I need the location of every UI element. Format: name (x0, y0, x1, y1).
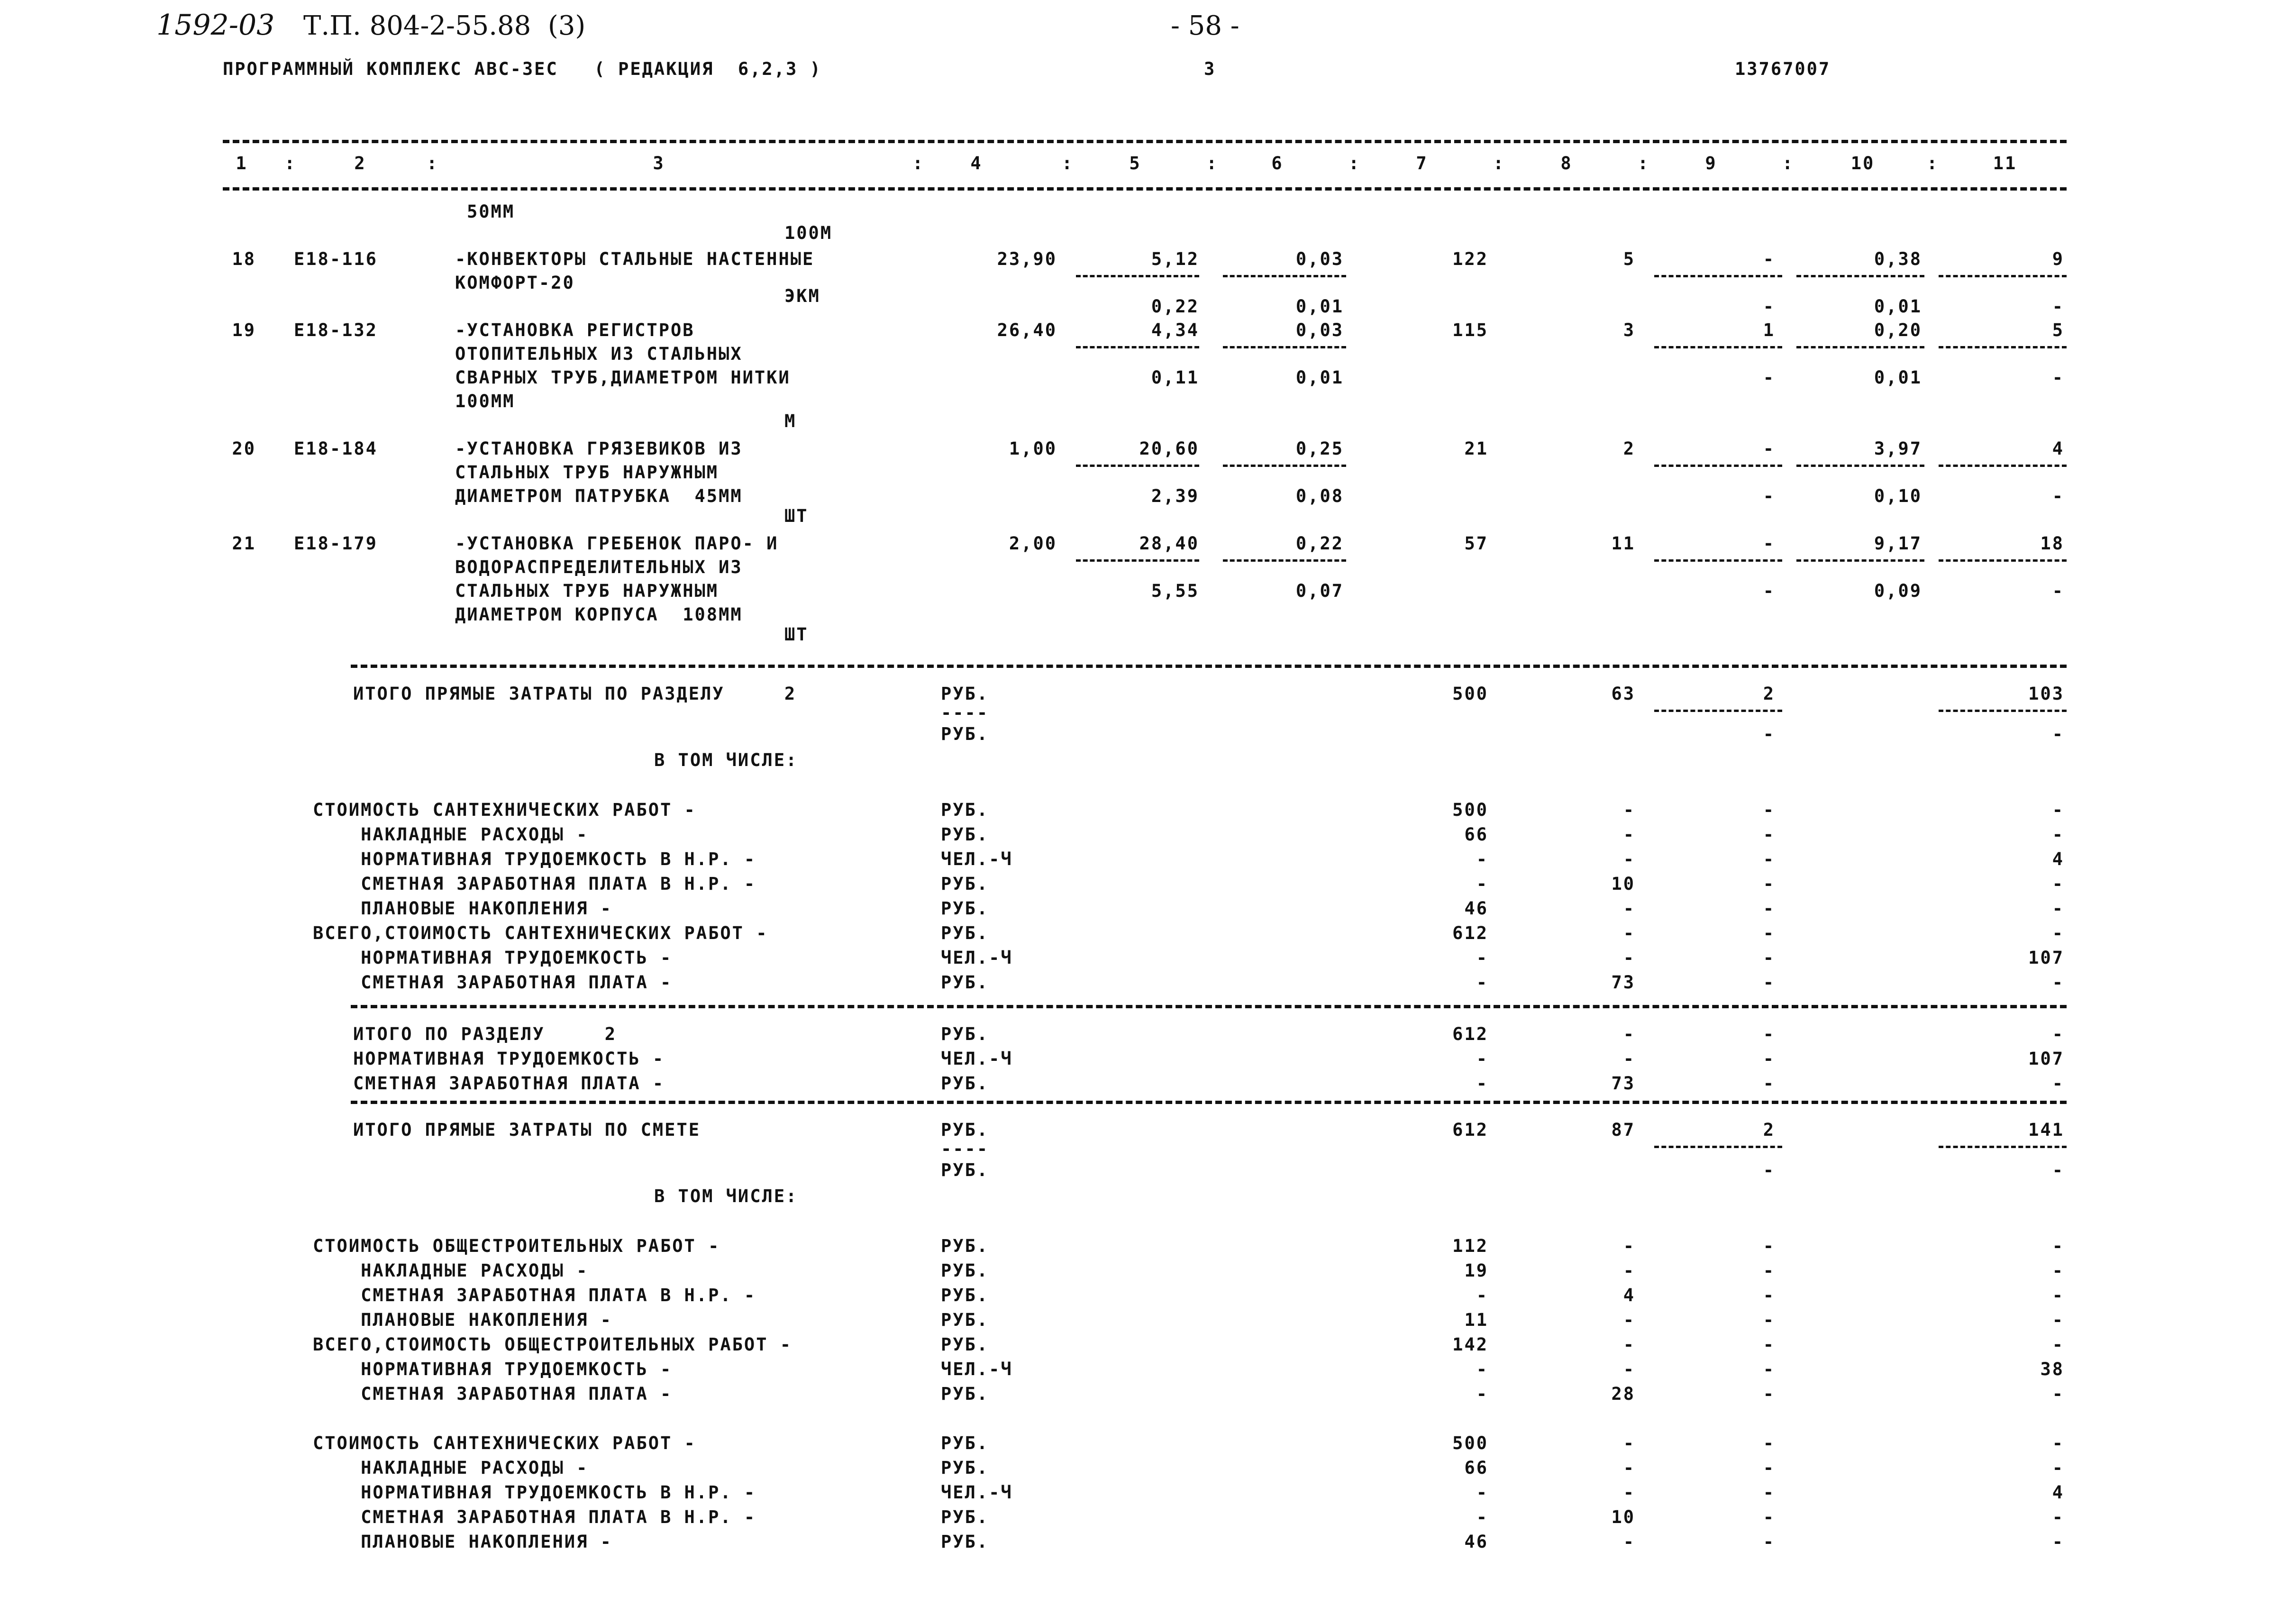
summary-unit: РУБ. (941, 1073, 989, 1094)
summary-label: НОРМАТИВНАЯ ТРУДОЕМКОСТЬ В Н.Р. - (313, 849, 756, 869)
column-separator: : (1782, 153, 1795, 173)
col10-value: 0,20 (1874, 320, 1922, 340)
col10-sub-value: 0,01 (1874, 367, 1922, 388)
summary-col11: - (2052, 874, 2064, 894)
totals-col9: 2 (1763, 1120, 1775, 1140)
summary-col8: - (1623, 800, 1635, 820)
summary-col8: - (1623, 1236, 1635, 1256)
totals-col11: - (2052, 724, 2064, 744)
summary-col11: - (2052, 1334, 2064, 1355)
summary-label: СТОИМОСТЬ ОБЩЕСТРОИТЕЛЬНЫХ РАБОТ - (313, 1236, 720, 1256)
column-header-8: 8 (1560, 153, 1573, 173)
unit-cost-sub-value: 5,55 (1151, 581, 1199, 601)
column-header-1: 1 (236, 153, 248, 173)
section-rule (351, 665, 2067, 668)
including-label: В ТОМ ЧИСЛЕ: (654, 750, 798, 770)
table-top-rule (223, 140, 2067, 143)
summary-col9: - (1763, 1285, 1775, 1305)
summary-unit: ЧЕЛ.-Ч (941, 849, 1013, 869)
totals-col7: 612 (1452, 1120, 1488, 1140)
totals-col8: 87 (1611, 1120, 1635, 1140)
summary-col7: 11 (1464, 1310, 1488, 1330)
col10-value: 0,38 (1874, 249, 1922, 269)
summary-col8: 73 (1611, 1073, 1635, 1094)
unit-label: ЭКМ (784, 285, 820, 306)
unit-wage-value: 0,03 (1295, 320, 1344, 340)
summary-label: СМЕТНАЯ ЗАРАБОТНАЯ ПЛАТА В Н.Р. - (313, 1507, 756, 1527)
dashed-rule (1654, 465, 1782, 467)
summary-col11: - (2052, 972, 2064, 993)
summary-col9: - (1763, 800, 1775, 820)
section-rule (351, 1005, 2067, 1008)
summary-col11: - (2052, 800, 2064, 820)
column-header-3: 3 (653, 153, 665, 173)
totals-col11: 141 (2028, 1120, 2064, 1140)
totals-unit: РУБ. (941, 1160, 989, 1180)
section-rule (351, 1101, 2067, 1104)
item-name-line: ДИАМЕТРОМ КОРПУСА 108ММ (455, 604, 743, 625)
unit-wage-sub-value: 0,07 (1295, 581, 1344, 601)
summary-col8: - (1623, 923, 1635, 943)
document-number: 13767007 (1735, 59, 1831, 79)
item-name-line: ДИАМЕТРОМ ПАТРУБКА 45ММ (455, 486, 743, 506)
summary-col7: 66 (1464, 1458, 1488, 1478)
col9-value: - (1763, 249, 1775, 269)
summary-col11: - (2052, 1532, 2064, 1552)
total-cost-value: 21 (1464, 438, 1488, 459)
totals-label: ИТОГО ПРЯМЫЕ ЗАТРАТЫ ПО РАЗДЕЛУ 2 (353, 684, 797, 704)
summary-col8: - (1623, 898, 1635, 919)
dashed-rule (1654, 559, 1782, 562)
dashed-rule (1939, 1146, 2067, 1148)
item-name-line: ОТОПИТЕЛЬНЫХ ИЗ СТАЛЬНЫХ (455, 344, 743, 364)
dashed-rule (1654, 1146, 1782, 1148)
sheet-number: 3 (1204, 59, 1216, 79)
summary-unit: РУБ. (941, 1310, 989, 1330)
totals-col9: - (1763, 724, 1775, 744)
col9-sub-value: - (1763, 367, 1775, 388)
summary-col11: - (2052, 1236, 2064, 1256)
col10-sub-value: 0,10 (1874, 486, 1922, 506)
summary-col11: - (2052, 1024, 2064, 1044)
unit-label: ШТ (784, 506, 809, 526)
summary-col9: - (1763, 1384, 1775, 1404)
summary-label: СТОИМОСТЬ САНТЕХНИЧЕСКИХ РАБОТ - (313, 1433, 696, 1453)
summary-col7: 66 (1464, 824, 1488, 845)
carry-text: 50ММ (467, 201, 515, 222)
column-header-4: 4 (970, 153, 983, 173)
summary-col8: - (1623, 1433, 1635, 1453)
col10-value: 3,97 (1874, 438, 1922, 459)
summary-col11: 38 (2040, 1359, 2064, 1379)
summary-unit: ЧЕЛ.-Ч (941, 948, 1013, 968)
column-separator: : (1927, 153, 1939, 173)
summary-unit: РУБ. (941, 1236, 989, 1256)
summary-col11: - (2052, 1458, 2064, 1478)
column-header-6: 6 (1271, 153, 1284, 173)
summary-col11: - (2052, 824, 2064, 845)
summary-unit: ЧЕЛ.-Ч (941, 1049, 1013, 1069)
summary-col7: - (1476, 1073, 1488, 1094)
summary-unit: РУБ. (941, 1384, 989, 1404)
col10-value: 9,17 (1874, 533, 1922, 554)
total-cost-value: 115 (1452, 320, 1488, 340)
unit-wage-value: 0,25 (1295, 438, 1344, 459)
summary-col7: - (1476, 1359, 1488, 1379)
summary-col8: - (1623, 1334, 1635, 1355)
summary-unit: РУБ. (941, 1024, 989, 1044)
col9-sub-value: - (1763, 296, 1775, 317)
summary-col9: - (1763, 1073, 1775, 1094)
summary-col11: - (2052, 923, 2064, 943)
summary-unit: ЧЕЛ.-Ч (941, 1482, 1013, 1503)
summary-col11: - (2052, 1285, 2064, 1305)
summary-unit: РУБ. (941, 1458, 989, 1478)
unit-wage-value: 0,03 (1295, 249, 1344, 269)
totals-col9: 2 (1763, 684, 1775, 704)
summary-col7: 46 (1464, 898, 1488, 919)
summary-unit: ЧЕЛ.-Ч (941, 1359, 1013, 1379)
column-separator: : (1638, 153, 1650, 173)
total-wage-value: 3 (1623, 320, 1635, 340)
summary-unit: РУБ. (941, 824, 989, 845)
summary-col7: - (1476, 1482, 1488, 1503)
dashed-rule (1796, 275, 1924, 277)
item-name-line: ВОДОРАСПРЕДЕЛИТЕЛЬНЫХ ИЗ (455, 557, 743, 577)
summary-col9: - (1763, 1049, 1775, 1069)
column-separator: : (1062, 153, 1074, 173)
summary-col9: - (1763, 1507, 1775, 1527)
summary-col11: 107 (2028, 948, 2064, 968)
page-number: - 58 - (1171, 10, 1239, 41)
summary-col8: - (1623, 1458, 1635, 1478)
handwritten-archive-number: 1592-03 (156, 9, 275, 42)
summary-col9: - (1763, 1458, 1775, 1478)
summary-unit: РУБ. (941, 898, 989, 919)
quantity-value: 1,00 (1009, 438, 1057, 459)
col11-value: 5 (2052, 320, 2064, 340)
total-wage-value: 2 (1623, 438, 1635, 459)
item-code: Е18-132 (294, 320, 378, 340)
summary-col8: - (1623, 824, 1635, 845)
summary-col7: 142 (1452, 1334, 1488, 1355)
totals-col7: 500 (1452, 684, 1488, 704)
quantity-value: 2,00 (1009, 533, 1057, 554)
unit-wage-sub-value: 0,01 (1295, 367, 1344, 388)
summary-col7: - (1476, 1384, 1488, 1404)
dashed-rule (1796, 559, 1924, 562)
summary-col11: - (2052, 898, 2064, 919)
totals-divider: ---- (941, 1139, 989, 1159)
summary-col7: - (1476, 1285, 1488, 1305)
item-name-line: -УСТАНОВКА ГРЕБЕНОК ПАРО- И (455, 533, 779, 554)
dashed-rule (1076, 275, 1199, 277)
quantity-value: 26,40 (997, 320, 1057, 340)
item-code: Е18-116 (294, 249, 378, 269)
table-header-rule (223, 187, 2067, 191)
column-separator: : (284, 153, 297, 173)
summary-col11: 4 (2052, 849, 2064, 869)
col9-value: - (1763, 533, 1775, 554)
column-header-11: 11 (1993, 153, 2017, 173)
summary-label: СМЕТНАЯ ЗАРАБОТНАЯ ПЛАТА В Н.Р. - (313, 874, 756, 894)
item-name-line: -УСТАНОВКА ГРЯЗЕВИКОВ ИЗ (455, 438, 743, 459)
summary-col8: - (1623, 1482, 1635, 1503)
column-separator: : (1493, 153, 1505, 173)
item-code: Е18-179 (294, 533, 378, 554)
summary-label: НАКЛАДНЫЕ РАСХОДЫ - (313, 824, 589, 845)
total-wage-value: 11 (1611, 533, 1635, 554)
summary-label: ИТОГО ПО РАЗДЕЛУ 2 (353, 1024, 617, 1044)
summary-unit: РУБ. (941, 1507, 989, 1527)
summary-col7: - (1476, 948, 1488, 968)
summary-col7: - (1476, 874, 1488, 894)
dashed-rule (1654, 346, 1782, 348)
summary-label: НОРМАТИВНАЯ ТРУДОЕМКОСТЬ - (353, 1049, 665, 1069)
unit-cost-value: 5,12 (1151, 249, 1199, 269)
col10-sub-value: 0,09 (1874, 581, 1922, 601)
summary-label: НОРМАТИВНАЯ ТРУДОЕМКОСТЬ В Н.Р. - (313, 1482, 756, 1503)
summary-unit: РУБ. (941, 1260, 989, 1281)
unit-cost-sub-value: 2,39 (1151, 486, 1199, 506)
summary-col8: - (1623, 849, 1635, 869)
summary-col8: - (1623, 948, 1635, 968)
totals-divider: ---- (941, 703, 989, 723)
item-number: 21 (232, 533, 256, 554)
summary-label: СТОИМОСТЬ САНТЕХНИЧЕСКИХ РАБОТ - (313, 800, 696, 820)
col9-value: - (1763, 438, 1775, 459)
col11-value: 18 (2040, 533, 2064, 554)
dashed-rule (1939, 275, 2067, 277)
dashed-rule (1223, 275, 1346, 277)
summary-col9: - (1763, 898, 1775, 919)
summary-label: НОРМАТИВНАЯ ТРУДОЕМКОСТЬ - (313, 948, 673, 968)
summary-col9: - (1763, 874, 1775, 894)
summary-col9: - (1763, 1024, 1775, 1044)
program-title: ПРОГРАММНЫЙ КОМПЛЕКС АВС-ЗЕС ( РЕДАКЦИЯ 6,2,3 ) (223, 59, 822, 79)
unit-cost-sub-value: 0,22 (1151, 296, 1199, 317)
column-separator: : (427, 153, 439, 173)
summary-col8: - (1623, 1049, 1635, 1069)
summary-label: ВСЕГО,СТОИМОСТЬ САНТЕХНИЧЕСКИХ РАБОТ - (313, 923, 768, 943)
dashed-rule (1223, 465, 1346, 467)
unit-label: ШТ (784, 624, 809, 645)
item-name-line: -КОНВЕКТОРЫ СТАЛЬНЫЕ НАСТЕННЫЕ (455, 249, 815, 269)
summary-col7: 612 (1452, 1024, 1488, 1044)
col11-sub-value: - (2052, 296, 2064, 317)
dashed-rule (1076, 559, 1199, 562)
col9-sub-value: - (1763, 581, 1775, 601)
item-number: 18 (232, 249, 256, 269)
summary-col8: 10 (1611, 874, 1635, 894)
summary-col9: - (1763, 1433, 1775, 1453)
summary-unit: РУБ. (941, 1532, 989, 1552)
column-header-2: 2 (354, 153, 366, 173)
summary-label: НАКЛАДНЫЕ РАСХОДЫ - (313, 1458, 589, 1478)
summary-col8: 4 (1623, 1285, 1635, 1305)
summary-col9: - (1763, 1310, 1775, 1330)
col11-value: 9 (2052, 249, 2064, 269)
summary-col7: 612 (1452, 923, 1488, 943)
summary-col7: 112 (1452, 1236, 1488, 1256)
summary-col11: - (2052, 1507, 2064, 1527)
summary-col7: 19 (1464, 1260, 1488, 1281)
summary-col8: - (1623, 1260, 1635, 1281)
unit-wage-value: 0,22 (1295, 533, 1344, 554)
summary-unit: РУБ. (941, 1334, 989, 1355)
totals-col9: - (1763, 1160, 1775, 1180)
col11-sub-value: - (2052, 367, 2064, 388)
column-separator: : (1206, 153, 1219, 173)
dashed-rule (1939, 465, 2067, 467)
summary-col11: - (2052, 1260, 2064, 1281)
summary-label: НОРМАТИВНАЯ ТРУДОЕМКОСТЬ - (313, 1359, 673, 1379)
summary-label: ПЛАНОВЫЕ НАКОПЛЕНИЯ - (313, 898, 612, 919)
col11-value: 4 (2052, 438, 2064, 459)
item-name-line: СТАЛЬНЫХ ТРУБ НАРУЖНЫМ (455, 581, 719, 601)
including-label: В ТОМ ЧИСЛЕ: (654, 1186, 798, 1206)
summary-col11: - (2052, 1073, 2064, 1094)
totals-unit: РУБ. (941, 684, 989, 704)
quantity-value: 23,90 (997, 249, 1057, 269)
unit-cost-value: 28,40 (1139, 533, 1199, 554)
summary-unit: РУБ. (941, 972, 989, 993)
column-header-9: 9 (1705, 153, 1717, 173)
dashed-rule (1223, 346, 1346, 348)
summary-label: ПЛАНОВЫЕ НАКОПЛЕНИЯ - (313, 1532, 612, 1552)
summary-col9: - (1763, 1236, 1775, 1256)
col9-value: 1 (1763, 320, 1775, 340)
summary-col9: - (1763, 1334, 1775, 1355)
dashed-rule (1939, 710, 2067, 712)
item-name-line: СВАРНЫХ ТРУБ,ДИАМЕТРОМ НИТКИ (455, 367, 791, 388)
item-name-line: КОМФОРТ-20 (455, 273, 575, 293)
column-header-5: 5 (1129, 153, 1141, 173)
document-code: Т.П. 804-2-55.88 (3) (303, 10, 586, 41)
summary-unit: РУБ. (941, 874, 989, 894)
summary-col8: - (1623, 1024, 1635, 1044)
totals-col11: - (2052, 1160, 2064, 1180)
column-header-7: 7 (1416, 153, 1428, 173)
total-cost-value: 57 (1464, 533, 1488, 554)
summary-col7: - (1476, 849, 1488, 869)
summary-col11: - (2052, 1384, 2064, 1404)
summary-label: СМЕТНАЯ ЗАРАБОТНАЯ ПЛАТА - (313, 1384, 673, 1404)
summary-col8: 73 (1611, 972, 1635, 993)
col11-sub-value: - (2052, 581, 2064, 601)
summary-col9: - (1763, 824, 1775, 845)
summary-col8: - (1623, 1532, 1635, 1552)
col9-sub-value: - (1763, 486, 1775, 506)
item-number: 19 (232, 320, 256, 340)
summary-col9: - (1763, 948, 1775, 968)
item-name-line: СТАЛЬНЫХ ТРУБ НАРУЖНЫМ (455, 462, 719, 483)
summary-col7: - (1476, 1507, 1488, 1527)
summary-col9: - (1763, 1359, 1775, 1379)
dashed-rule (1654, 710, 1782, 712)
summary-label: ВСЕГО,СТОИМОСТЬ ОБЩЕСТРОИТЕЛЬНЫХ РАБОТ - (313, 1334, 793, 1355)
dashed-rule (1654, 275, 1782, 277)
summary-col9: - (1763, 1532, 1775, 1552)
summary-label: НАКЛАДНЫЕ РАСХОДЫ - (313, 1260, 589, 1281)
dashed-rule (1796, 346, 1924, 348)
col11-sub-value: - (2052, 486, 2064, 506)
summary-col7: - (1476, 1049, 1488, 1069)
summary-col9: - (1763, 972, 1775, 993)
totals-col8: 63 (1611, 684, 1635, 704)
summary-col8: - (1623, 1310, 1635, 1330)
unit-cost-value: 4,34 (1151, 320, 1199, 340)
unit-wage-sub-value: 0,08 (1295, 486, 1344, 506)
totals-col11: 103 (2028, 684, 2064, 704)
unit-cost-value: 20,60 (1139, 438, 1199, 459)
dashed-rule (1076, 465, 1199, 467)
total-cost-value: 122 (1452, 249, 1488, 269)
column-separator: : (912, 153, 925, 173)
summary-unit: РУБ. (941, 1285, 989, 1305)
summary-unit: РУБ. (941, 923, 989, 943)
summary-col7: 46 (1464, 1532, 1488, 1552)
summary-unit: РУБ. (941, 1433, 989, 1453)
summary-label: СМЕТНАЯ ЗАРАБОТНАЯ ПЛАТА - (353, 1073, 665, 1094)
column-header-10: 10 (1850, 153, 1875, 173)
summary-col11: - (2052, 1310, 2064, 1330)
summary-col9: - (1763, 1260, 1775, 1281)
totals-label: ИТОГО ПРЯМЫЕ ЗАТРАТЫ ПО СМЕТЕ (353, 1120, 701, 1140)
dashed-rule (1076, 346, 1199, 348)
summary-unit: РУБ. (941, 800, 989, 820)
unit-label: 100М (784, 223, 833, 243)
col10-sub-value: 0,01 (1874, 296, 1922, 317)
summary-col8: - (1623, 1359, 1635, 1379)
unit-cost-sub-value: 0,11 (1151, 367, 1199, 388)
summary-label: ПЛАНОВЫЕ НАКОПЛЕНИЯ - (313, 1310, 612, 1330)
item-code: Е18-184 (294, 438, 378, 459)
unit-wage-sub-value: 0,01 (1295, 296, 1344, 317)
item-name-line: -УСТАНОВКА РЕГИСТРОВ (455, 320, 695, 340)
item-name-line: 100ММ (455, 391, 515, 411)
summary-col8: 28 (1611, 1384, 1635, 1404)
summary-col9: - (1763, 1482, 1775, 1503)
total-wage-value: 5 (1623, 249, 1635, 269)
summary-label: СМЕТНАЯ ЗАРАБОТНАЯ ПЛАТА В Н.Р. - (313, 1285, 756, 1305)
item-number: 20 (232, 438, 256, 459)
summary-col11: 107 (2028, 1049, 2064, 1069)
summary-col9: - (1763, 849, 1775, 869)
summary-col11: 4 (2052, 1482, 2064, 1503)
summary-col8: 10 (1611, 1507, 1635, 1527)
totals-unit: РУБ. (941, 1120, 989, 1140)
summary-col7: 500 (1452, 800, 1488, 820)
dashed-rule (1939, 559, 2067, 562)
dashed-rule (1939, 346, 2067, 348)
totals-unit: РУБ. (941, 724, 989, 744)
dashed-rule (1796, 465, 1924, 467)
dashed-rule (1223, 559, 1346, 562)
summary-col7: - (1476, 972, 1488, 993)
summary-col11: - (2052, 1433, 2064, 1453)
summary-col7: 500 (1452, 1433, 1488, 1453)
summary-label: СМЕТНАЯ ЗАРАБОТНАЯ ПЛАТА - (313, 972, 673, 993)
unit-label: М (784, 411, 797, 431)
summary-col9: - (1763, 923, 1775, 943)
column-separator: : (1348, 153, 1361, 173)
